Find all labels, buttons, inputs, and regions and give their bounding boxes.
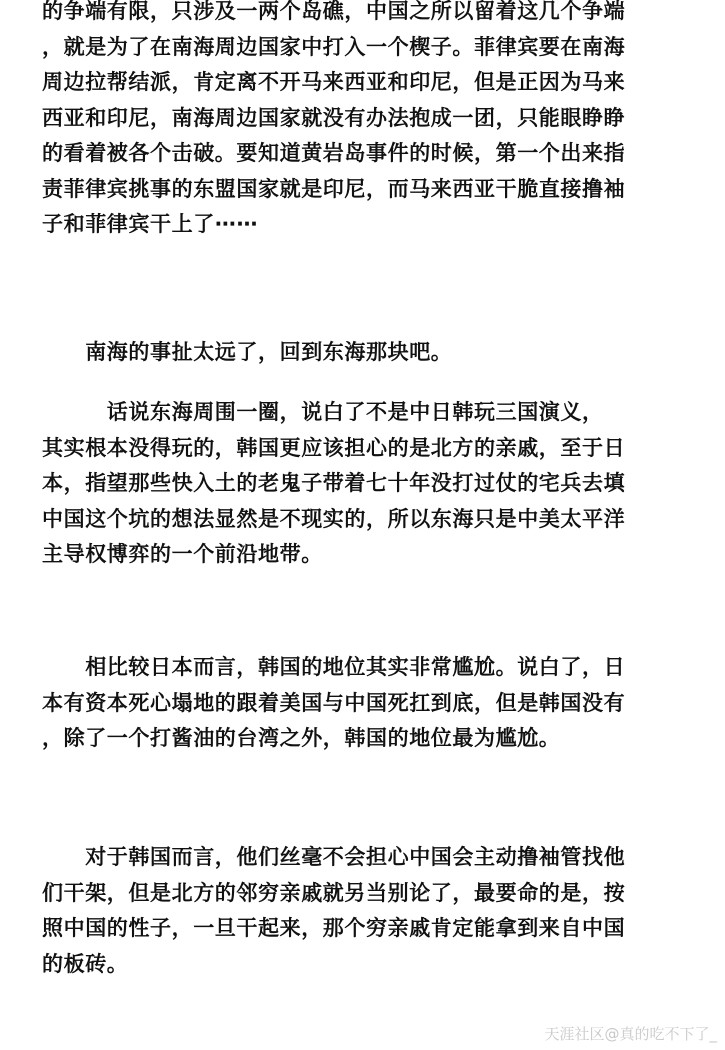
text-line: ，除了一个打酱油的台湾之外，韩国的地位最为尴尬。: [42, 726, 561, 750]
text-line: 对于韩国而言，他们丝毫不会担心中国会主动撸袖管找他: [42, 845, 626, 869]
paragraph-korea-concern: [42, 840, 692, 982]
text-line: 相比较日本而言，韩国的地位其实非常尴尬。说白了，日: [42, 655, 626, 679]
paragraph-korea-position: [42, 650, 692, 757]
text-line: ，就是为了在南海周边国家中打入一个楔子。菲律宾要在南海: [42, 34, 626, 59]
text-line: 本有资本死心塌地的跟着美国与中国死扛到底，但是韩国没有: [42, 690, 626, 715]
text-line: 话说东海周围一圈，说白了不是中日韩玩三国演义，: [42, 400, 604, 424]
text-line: 周边拉帮结派，肯定离不开马来西亚和印尼，但是正因为马来: [42, 70, 626, 94]
text-line: 子和菲律宾干上了⋯⋯: [42, 212, 258, 236]
text-line: 照中国的性子，一旦干起来，那个穷亲戚肯定能拿到来自中国: [42, 916, 626, 940]
watermark: 天涯社区@真的吃不下了_: [544, 1025, 717, 1043]
text-line: 的板砖。: [42, 951, 129, 976]
text-line: 西亚和印尼，南海周边国家就没有办法抱成一团，只能眼睁睁: [42, 105, 626, 130]
text-line: 们干架，但是北方的邻穷亲戚就另当别论了，最要命的是，按: [42, 880, 626, 905]
paragraph-transition: [42, 335, 692, 371]
text-line: 主导权博弈的一个前沿地带。: [42, 542, 323, 566]
text-line: 的看着被各个击破。要知道黄岩岛事件的时候，第一个出来指: [42, 141, 626, 165]
paragraph-south-china-sea: [42, 0, 692, 243]
text-line: 的争端有限，只涉及一两个岛礁，中国之所以留着这几个争端: [42, 0, 626, 23]
text-line: 责菲律宾挑事的东盟国家就是印尼，而马来西亚干脆直接撸袖: [42, 176, 626, 201]
paragraph-east-china-sea: [42, 395, 692, 573]
text-line: 中国这个坑的想法显然是不现实的，所以东海只是中美太平洋: [42, 506, 626, 531]
text-line: 南海的事扯太远了，回到东海那块吧。: [42, 340, 453, 364]
text-line: 其实根本没得玩的，韩国更应该担心的是北方的亲戚，至于日: [42, 435, 626, 460]
text-line: 本，指望那些快入土的老鬼子带着七十年没打过仗的宅兵去填: [42, 471, 626, 495]
